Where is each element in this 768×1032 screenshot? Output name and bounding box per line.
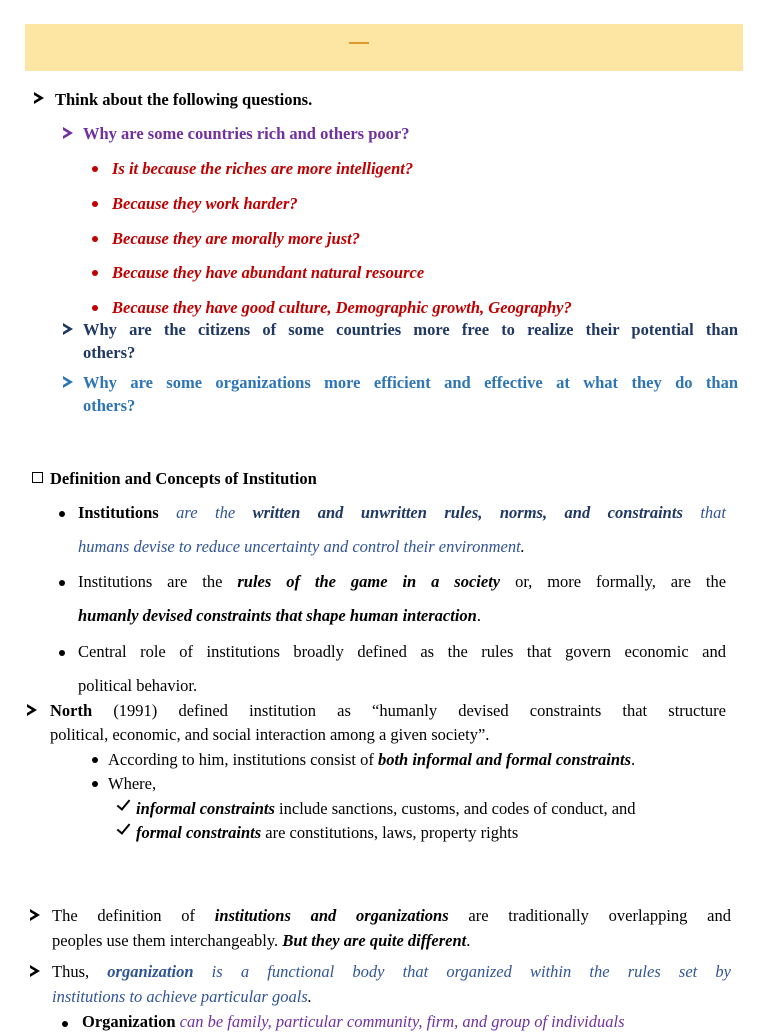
bullet-dot-icon	[59, 650, 65, 656]
arrow-bullet-icon	[34, 92, 44, 104]
question-2-cont: others?	[83, 343, 136, 362]
header-banner	[25, 24, 743, 71]
distinction-paragraph-1-cont: peoples use them interchangeably. But they are quite different.	[52, 931, 471, 950]
north-definition-cont: political, economic, and social interaction among a given society”.	[50, 725, 490, 744]
bullet-dot-icon	[92, 166, 98, 172]
arrow-bullet-icon	[63, 376, 73, 388]
question-1-bullet: Because they have good culture, Demographic growth, Geography?	[112, 298, 572, 317]
questions-intro: Think about the following questions.	[55, 90, 313, 109]
distinction-paragraph-3: Organization can be family, particular community, firm, and group of individuals	[82, 1012, 625, 1031]
bullet-dot-icon	[92, 757, 98, 763]
definition-bullet-2-cont: humanly devised constraints that shape human interaction.	[78, 606, 481, 625]
bullet-dot-icon	[92, 201, 98, 207]
north-definition: North (1991) defined institution as “humanly devised constraints that structure	[50, 701, 726, 720]
bullet-dot-icon	[92, 236, 98, 242]
question-1-bullet: Because they are morally more just?	[112, 229, 360, 248]
question-1: Why are some countries rich and others poor?	[83, 124, 410, 143]
arrow-bullet-icon	[63, 323, 73, 335]
square-bullet-icon	[32, 472, 43, 483]
arrow-bullet-icon	[27, 704, 37, 716]
distinction-paragraph-2: Thus, organization is a functional body that organized within the rules set by	[52, 962, 731, 981]
question-1-bullet: Because they have abundant natural resource	[112, 263, 425, 282]
question-2: Why are the citizens of some countries more free to realize their potential than	[83, 320, 738, 339]
bullet-dot-icon	[92, 270, 98, 276]
definition-bullet-3-cont: political behavior.	[78, 676, 198, 695]
north-bullet-2: Where,	[108, 774, 157, 793]
arrow-bullet-icon	[30, 965, 40, 977]
arrow-bullet-icon	[30, 909, 40, 921]
question-3-cont: others?	[83, 396, 136, 415]
definition-bullet-2: Institutions are the rules of the game in a society or, more formally, are the	[78, 572, 727, 591]
definition-bullet-3: Central role of institutions broadly defined as the rules that govern economic and	[78, 642, 726, 661]
north-check-2: formal constraints are constitutions, laws, property rights	[136, 823, 519, 842]
definition-bullet-1-cont: humans devise to reduce uncertainty and control their environment.	[78, 537, 525, 556]
bullet-dot-icon	[59, 511, 65, 517]
north-check-1: informal constraints include sanctions, customs, and codes of conduct, and	[136, 799, 636, 818]
bullet-dot-icon	[92, 781, 98, 787]
definition-bullet-1: Institutions are the written and unwritten rules, norms, and constraints that	[78, 503, 726, 522]
bullet-dot-icon	[62, 1021, 68, 1027]
north-bullet-1: According to him, institutions consist of both informal and formal constraints.	[108, 750, 636, 769]
arrow-bullet-icon	[63, 127, 73, 139]
question-1-bullet: Is it because the riches are more intelligent?	[112, 159, 414, 178]
definition-heading: Definition and Concepts of Institution	[50, 469, 317, 488]
distinction-paragraph-2-cont: institutions to achieve particular goals.	[52, 987, 312, 1006]
bullet-dot-icon	[59, 580, 65, 586]
distinction-paragraph-1: The definition of institutions and organizations are traditionally overlapping and	[52, 906, 731, 925]
checkmark-icon	[117, 796, 131, 810]
bullet-dot-icon	[92, 305, 98, 311]
question-3: Why are some organizations more efficient and effective at what they do than	[83, 373, 738, 392]
question-1-bullet: Because they work harder?	[112, 194, 298, 213]
checkmark-icon	[117, 820, 131, 834]
header-mark	[349, 42, 369, 44]
